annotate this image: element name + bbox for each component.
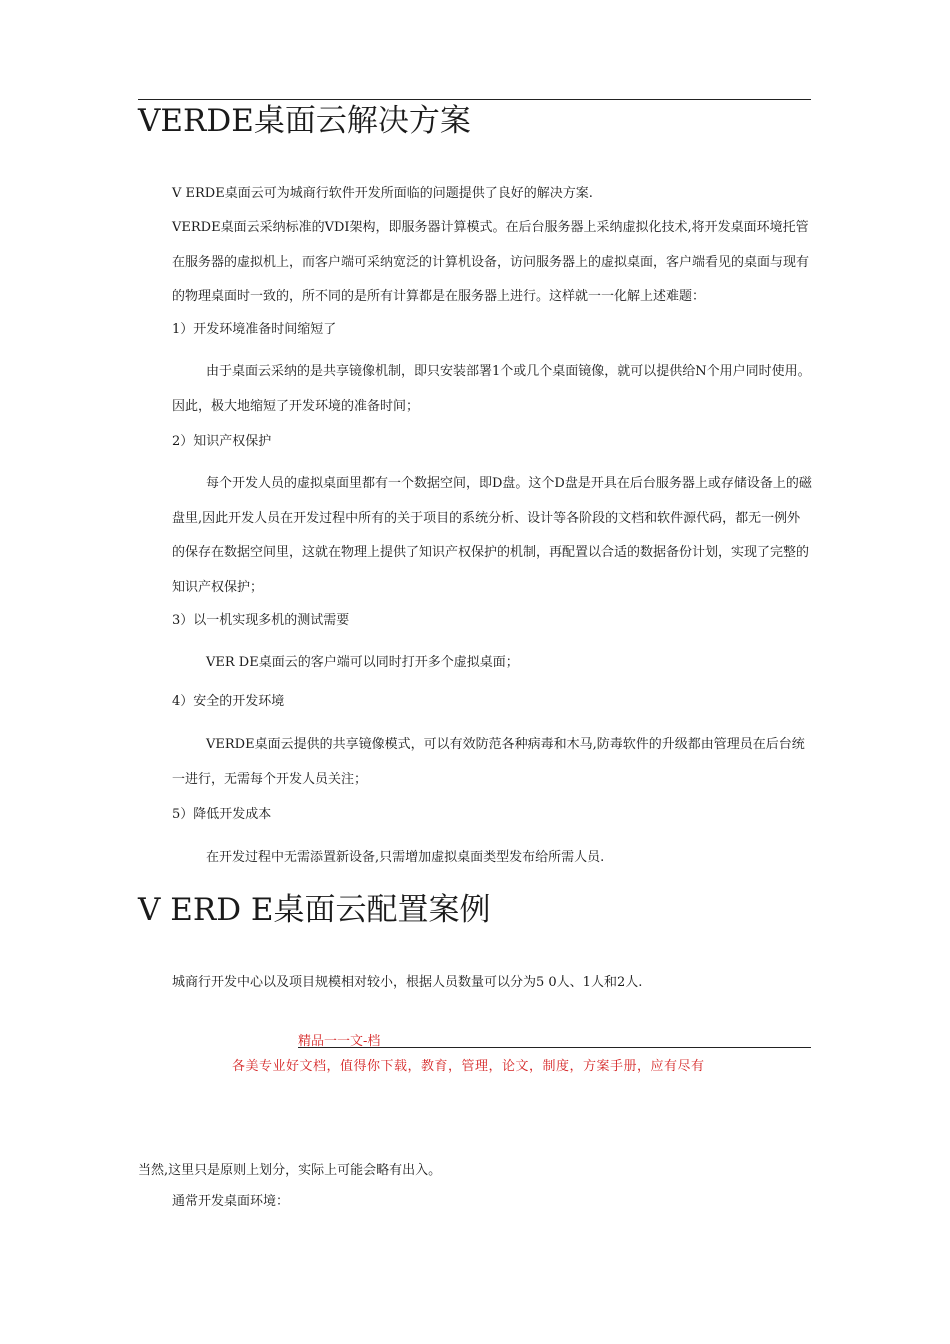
item1-text: 由于桌面云采纳的是共享镜像机制，即只安装部署1个或几个桌面镜像，就可以提供给N个用户同时使用。因此，极大地缩短了开发环境的准备时间；	[172, 364, 811, 414]
footer-subtitle: 各美专业好文档，值得你下载，教育，管理，论文，制度，方案手册，应有尽有	[232, 1059, 705, 1074]
item2-heading: 2）知识产权保护	[172, 434, 272, 449]
top-rule	[138, 99, 811, 100]
section1-intro: V ERDE桌面云可为城商行软件开发所面临的问题提供了良好的解决方案.	[172, 186, 593, 201]
item5-heading: 5）降低开发成本	[172, 807, 272, 822]
item1-heading: 1）开发环境准备时间缩短了	[172, 322, 337, 337]
section2-title: V ERD E桌面云配置案例	[138, 892, 491, 928]
section1-title: VERDE桌面云解决方案	[138, 103, 471, 139]
section2-para1: 城商行开发中心以及项目规模相对较小，根据人员数量可以分为5 0人、1人和2人.	[172, 975, 643, 990]
item4-heading: 4）安全的开发环境	[172, 694, 285, 709]
item2-text: 每个开发人员的虚拟桌面里都有一个数据空间，即D盘。这个D盘是开具在后台服务器上或存储设备上的磁盘里,因此开发人员在开发过程中所有的关于项目的系统分析、设计等各阶段的文档和软件源代码，都无一例外的保存在数据空间里，这就在物理上提供了知识产权保护的机制，再配置以合适的数据备份计划，实现了完整的知识产权保护；	[172, 476, 812, 595]
item4-text: VERDE桌面云提供的共享镜像模式，可以有效防范各种病毒和木马,防毒软件的升级都由管理员在后台统一进行，无需每个开发人员关注；	[172, 737, 805, 787]
item3-text: VER DE桌面云的客户端可以同时打开多个虚拟桌面；	[206, 655, 519, 670]
item5-text: 在开发过程中无需添置新设备,只需增加虚拟桌面类型发布给所需人员.	[206, 850, 605, 865]
after-para2: 通常开发桌面环境：	[172, 1194, 290, 1209]
item3-heading: 3）以一机实现多机的测试需要	[172, 613, 350, 628]
after-para1: 当然,这里只是原则上划分，实际上可能会略有出入。	[138, 1163, 442, 1178]
section1-para1: VERDE桌面云采纳标准的VDI架构，即服务器计算模式。在后台服务器上采纳虚拟化技术,将开发桌面环境托管在服务器的虚拟机上，而客户端可采纳宽泛的计算机设备，访问服务器上的虚拟桌面，客户端看见的桌面与现有的物理桌面时一致的，所不同的是所有计算都是在服务器上进行。这样就一一化解上述难题：	[172, 220, 810, 304]
footer-title: 精品一一文-档	[298, 1034, 381, 1049]
footer-rule	[298, 1047, 811, 1048]
